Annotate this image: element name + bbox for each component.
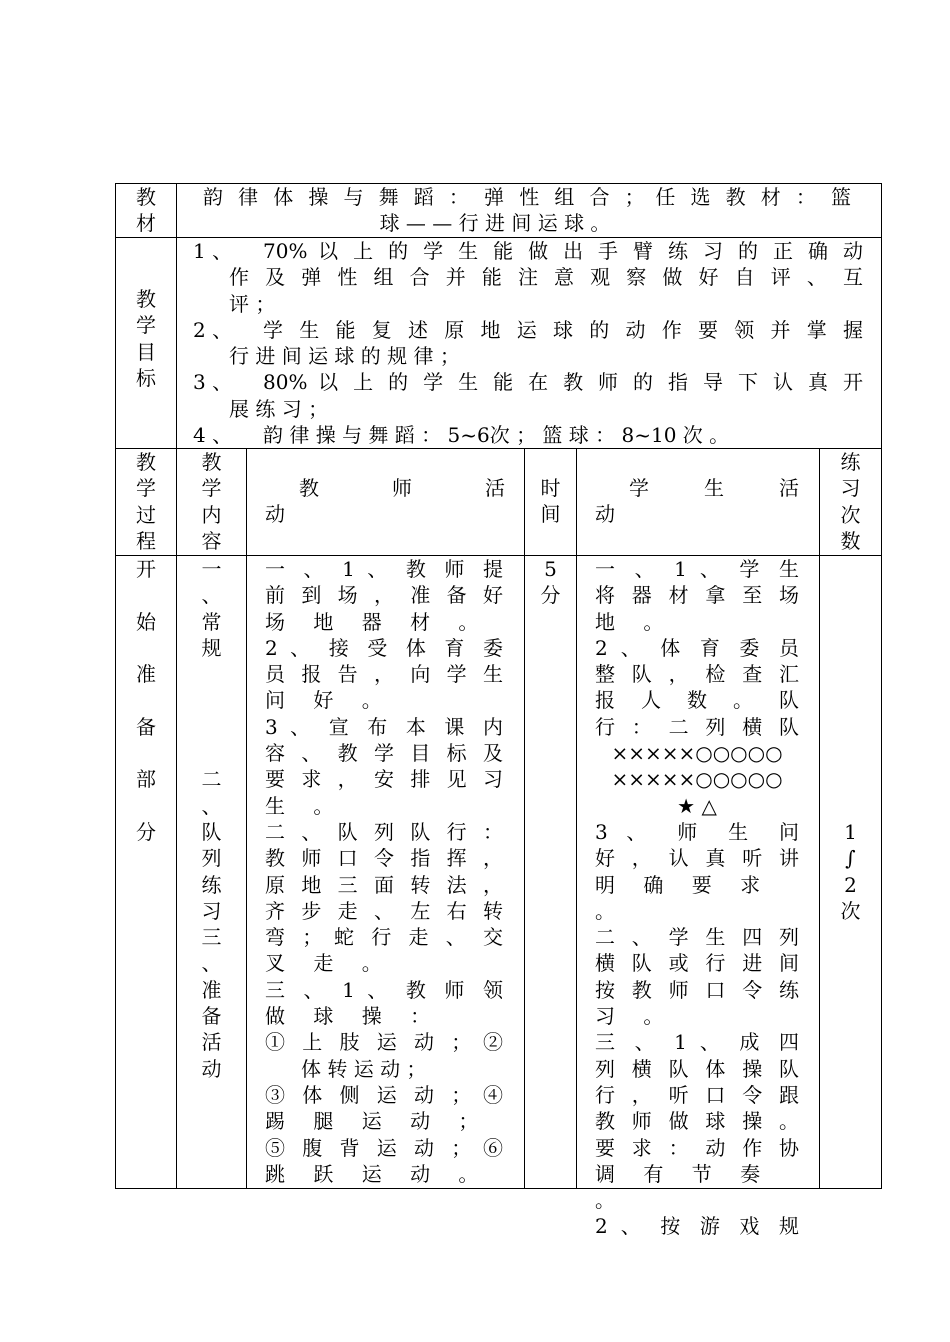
teacher-line: 一 、 1 、 教 师 提 <box>265 557 503 581</box>
teacher-line: 跳 跃 运 动 。 <box>265 1161 490 1186</box>
objective-1-line-2: 作 及 弹 性 组 合 并 能 注 意 观 察 做 好 自 评 、 互 <box>229 265 863 290</box>
header-teacher-line-1: 教 师 活 <box>299 476 505 500</box>
teacher-line: 前 到 场 ， 准 备 好 <box>265 583 503 608</box>
header-count-cell <box>820 449 881 555</box>
teacher-line: 踢 腿 运 动 ； <box>265 1109 490 1134</box>
student-line: 列 横 队 体 操 队 <box>595 1056 799 1081</box>
student-line: 习 。 <box>595 1004 675 1029</box>
teacher-line: 叉 走 。 <box>265 951 393 976</box>
objective-3-number: 3 、 <box>193 370 233 395</box>
header-process-cell <box>116 449 176 555</box>
student-line: 整 队 ， 检 查 汇 <box>595 662 799 687</box>
student-line: 2 、 按 游 戏 规 <box>595 1214 799 1239</box>
rule-col2 <box>246 448 247 1189</box>
header-content: 教 学 内 容 <box>201 450 222 553</box>
time-value: 5 分 <box>540 557 561 608</box>
objectives-label-cell <box>116 286 176 391</box>
teacher-activity-cell <box>265 556 503 1187</box>
student-line: 2 、 体 育 委 员 <box>595 635 799 660</box>
objective-2-line-2: 行 进 间 运 球 的 规 律 ； <box>229 344 460 369</box>
student-line: 三 、 1 、 成 四 <box>595 1030 799 1055</box>
student-line: 地 。 <box>595 609 675 634</box>
teacher-line: 做 球 操 ： <box>265 1004 442 1029</box>
content-list-cell <box>177 556 246 1082</box>
objective-2-number: 2 、 <box>193 317 233 342</box>
student-line: 将 器 材 拿 至 场 <box>595 583 799 608</box>
header-student-line-1: 学 生 活 <box>629 476 799 500</box>
student-activity-cell <box>595 556 799 1240</box>
student-line: 一 、 1 、 学 生 <box>595 557 799 581</box>
objective-3-first: 80% 以 上 的 学 生 能 在 教 师 的 指 导 下 认 真 开 <box>263 370 863 395</box>
teacher-line: 容 、 教 学 目 标 及 <box>265 741 503 766</box>
objective-1-number: 1 、 <box>193 239 233 263</box>
student-line: 按 教 师 口 令 练 <box>595 977 799 1002</box>
teacher-line: 教 师 口 令 指 挥 ， <box>265 846 503 871</box>
teacher-line: 弯 ； 蛇 行 走 、 交 <box>265 925 503 950</box>
material-line-1: 韵 律 体 操 与 舞 蹈 ： 弹 性 组 合 ； 任 选 教 材 ： 篮 <box>203 185 851 209</box>
material-label: 教 材 <box>136 185 156 236</box>
header-time: 时 间 <box>540 476 561 527</box>
student-line: 明 确 要 求 。 <box>595 872 789 923</box>
teacher-line: 场 地 器 材 。 <box>265 609 490 634</box>
lesson-plan-table <box>115 183 882 1239</box>
material-line-2: 球 — — 行 进 间 运 球 。 <box>379 211 611 236</box>
student-line: ×××××○○○○○ <box>611 767 783 792</box>
count-value: 1 ∫ 2 次 <box>840 820 861 923</box>
rule-right <box>881 183 882 1189</box>
content-list: 一 、 常 规 二 、 队 列 练 习 三 、 准 备 活 动 <box>201 557 222 1081</box>
objective-2 <box>193 317 863 343</box>
objective-2-first: 学 生 能 复 述 原 地 运 球 的 动 作 要 领 并 掌 握 <box>263 317 863 342</box>
objective-1-first: 70% 以 上 的 学 生 能 做 出 手 臂 练 习 的 正 确 动 <box>263 239 863 263</box>
section-label: 开 始 准 备 部 分 <box>136 557 156 844</box>
teacher-line: 员 报 告 ， 向 学 生 <box>265 662 503 687</box>
student-line: 调 有 节 奏 。 <box>595 1161 789 1213</box>
section-label-cell <box>116 556 176 845</box>
student-line: 要 求 ： 动 作 协 <box>595 1135 799 1160</box>
teacher-line: 原 地 三 面 转 法 ， <box>265 872 503 897</box>
objective-3-line-2: 展 练 习 ； <box>229 396 329 421</box>
objectives-label: 教 学 目 标 <box>136 287 156 390</box>
teacher-line: 问 好 。 <box>265 688 393 713</box>
student-line: 横 队 或 行 进 间 <box>595 951 799 976</box>
header-count: 练 习 次 数 <box>840 450 861 553</box>
student-line: 行 ， 听 口 令 跟 <box>595 1082 799 1107</box>
objective-4-number: 4 、 <box>193 423 233 448</box>
teacher-line: 生 。 <box>265 793 345 818</box>
objective-1-line-3: 评 ； <box>229 291 276 316</box>
count-cell <box>820 819 881 924</box>
objective-3 <box>193 369 863 395</box>
header-teacher-line-2: 动 <box>265 502 285 527</box>
student-line: ×××××○○○○○ <box>611 741 783 766</box>
header-content-cell <box>177 449 246 555</box>
teacher-line: 齐 步 走 、 左 右 转 <box>265 898 503 923</box>
material-label-cell <box>116 184 176 237</box>
student-line: 教 师 做 球 操 。 <box>595 1109 799 1134</box>
student-line: 二 、 学 生 四 列 <box>595 925 799 950</box>
time-cell <box>525 556 576 609</box>
material-content-cell <box>203 184 851 237</box>
objectives-content-cell <box>193 238 863 448</box>
header-teacher-cell <box>265 475 505 528</box>
teacher-line: ① 上 肢 运 动 ； ② <box>265 1030 503 1055</box>
header-process: 教 学 过 程 <box>136 450 156 553</box>
student-line: 行 ： 二 列 横 队 <box>595 714 799 739</box>
teacher-line: ③ 体 侧 运 动 ； ④ <box>265 1082 503 1107</box>
teacher-line: 体 转 运 动 ； <box>301 1056 427 1081</box>
student-line: 3 、 师 生 问 <box>595 819 799 844</box>
teacher-line: 2 、 接 受 体 育 委 <box>265 635 503 660</box>
student-line: 报 人 数 。 队 <box>595 688 799 713</box>
student-line: 好 ， 认 真 听 讲 <box>595 846 799 871</box>
student-line: ★ △ <box>677 793 717 818</box>
header-student-cell <box>595 475 799 528</box>
teacher-line: 二 、 队 列 队 行 ： <box>265 819 503 844</box>
teacher-line: 3 、 宣 布 本 课 内 <box>265 714 503 739</box>
teacher-line: 三 、 1 、 教 师 领 <box>265 977 503 1002</box>
header-time-cell <box>525 475 576 528</box>
teacher-line: 要 求 ， 安 排 见 习 <box>265 767 503 792</box>
objective-4-first: 韵 律 操 与 舞 蹈 ： 5~6次 ； 篮 球 ： 8~10 次 。 <box>263 423 730 448</box>
header-student-line-2: 动 <box>595 502 615 527</box>
teacher-line: ⑤ 腹 背 运 动 ； ⑥ <box>265 1135 503 1160</box>
rule-col4 <box>576 448 577 1189</box>
objective-4 <box>193 422 863 448</box>
objective-1 <box>193 238 863 264</box>
